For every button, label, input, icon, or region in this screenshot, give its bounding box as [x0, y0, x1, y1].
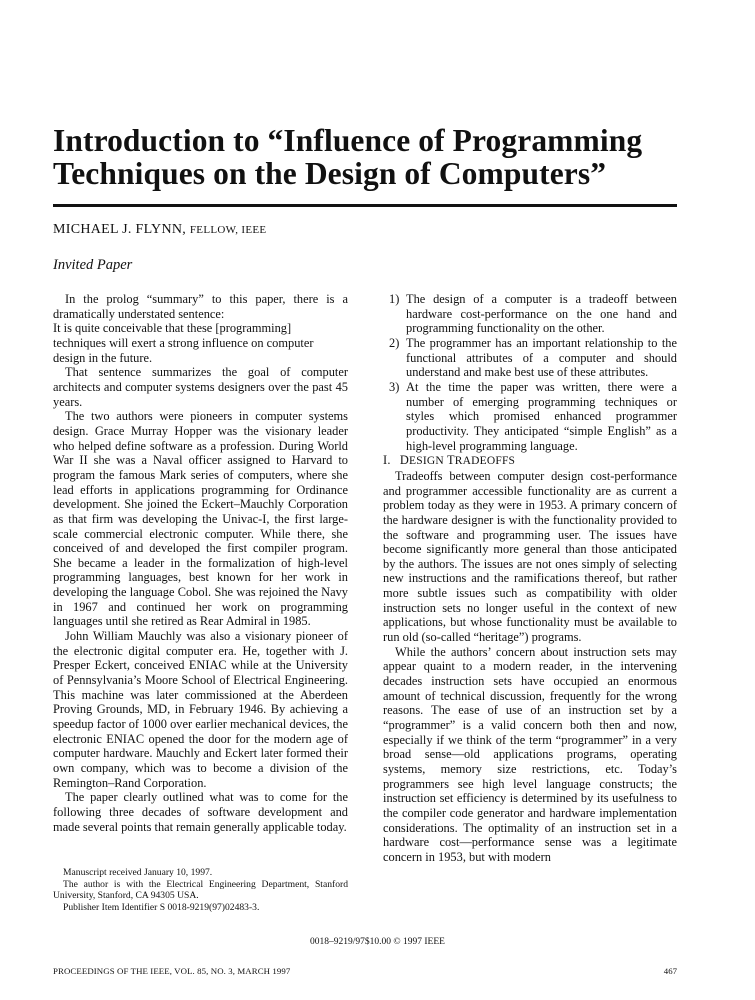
list-item-number: 1): [389, 292, 400, 306]
paragraph: Tradeoffs between computer design cost-performance and programmer accessible functionality are as current a problem today as they were in 1953. A primary concern of the hardware designer is with the functionality provided to the software and programming user. The issues have become significantly more general than those anticipated by the authors. The issues are not ones simply of selecting new instructions and the ramifications thereof, but rather more subtle issues such as compatibility with older instruction sets no longer useful in the context of new applications, but whose functionality must be available to run old (so-called “heritage”) programs.: [383, 468, 677, 645]
list-item-text: The programmer has an important relationship to the functional attributes of a computer and should understand and make best use of these attributes.: [406, 335, 677, 380]
list-item-text: At the time the paper was written, there were a number of emerging programming techniques or styles which promised enhanced programmer productivity. They anticipated “simple English” as a high-level programming language.: [406, 379, 677, 453]
paragraph: In the prolog “summary” to this paper, there is a dramatically understated sentence:: [53, 292, 348, 321]
paragraph: While the authors’ concern about instruction sets may appear quaint to a modern reader, in the intervening decades instruction sets have occupied an enormous amount of technical discussion, frequently for the wrong reasons. The ease of use of an instruction set by a “programmer” is a valid concern both then and now, especially if we think of the term “programmer” in a very broad sense—old applications programs, operating systems, memory size restrictions, etc. Today’s programmers see high level language constructs; the instruction set efficiency is determined by its usefulness to the compiler code generator and hardware implementation considerations. The optimality of an instruction set in a hardware cost—performance sense was a legitimate concern in 1953, but with modern: [383, 644, 677, 864]
footnote-received: Manuscript received January 10, 1997.: [63, 867, 213, 878]
title-line-2: Techniques on the Design of Computers”: [53, 156, 607, 191]
list-item: [383, 336, 677, 380]
author-line: [53, 222, 266, 238]
list-item-number: 3): [389, 379, 400, 394]
list-item-text: The design of a computer is a tradeoff between hardware cost-performance on the one hand and programming functionality on the other.: [406, 292, 677, 336]
page-number: 467: [663, 966, 677, 976]
author-title: FELLOW, IEEE: [189, 224, 267, 236]
block-quote: It is quite conceivable that these [programming] techniques will exert a strong influence on computer design in the future.: [53, 321, 314, 365]
section-title-initial: T: [446, 453, 455, 468]
paper-title: [53, 124, 693, 190]
section-number: I.: [383, 453, 391, 468]
paragraph: The two authors were pioneers in computer systems design. Grace Murray Hopper was the visionary leader who helped define software as a profession. During World War II she was a Naval officer assigned to Harvard to program the famous Mark series of computers, where she lead efforts in applications programming for Ordinance development. She joined the Eckert–Mauchly Corporation as that firm was developing the Univac-I, the first large-scale commercial electronic computer. While there, she conceived of and developed the first compiler program. She became a leader in the formalization of high-level programming languages, best known for her work in developing the language Cobol. She was rejoined the Navy in 1967 and continued her work on programming languages until she retired as Rear Admiral in 1985.: [53, 409, 348, 629]
numbered-list: [383, 292, 677, 453]
paragraph: That sentence summarizes the goal of computer architects and computer systems designers over the past 45 years.: [53, 365, 348, 409]
footnote-identifier: Publisher Item Identifier S 0018-9219(97)02483-3.: [63, 901, 260, 913]
section-title-part: RADEOFFS: [454, 455, 516, 468]
title-line-1: Introduction to “Influence of Programming: [53, 123, 643, 158]
right-column: [383, 292, 677, 865]
section-heading: [383, 453, 677, 469]
section-title-part: ESIGN: [409, 455, 447, 468]
title-rule-divider: [53, 204, 677, 207]
paper-type: Invited Paper: [53, 257, 133, 273]
footnotes: [53, 867, 348, 913]
list-item: [383, 292, 677, 336]
author-name: MICHAEL J. FLYNN,: [53, 222, 187, 237]
section-title-initial: D: [399, 453, 410, 468]
list-item-number: 2): [389, 335, 400, 350]
copyright-line: 0018–9219/97$10.00 © 1997 IEEE: [310, 937, 445, 947]
paragraph: John William Mauchly was also a visionary pioneer of the electronic digital computer era. He, together with J. Presper Eckert, conceived ENIAC while at the University of Pennsylvania’s Moore School of Electrical Engineering. This machine was later commissioned at the Aberdeen Proving Grounds, MD, in February 1946. By achieving a speedup factor of 1000 over earlier mechanical devices, the electronic ENIAC opened the door for the modern age of computer hardware. Mauchly and Eckert later formed their own company, which was to become a division of the Remington–Rand Corporation.: [53, 629, 348, 790]
list-item: [383, 380, 677, 453]
left-column: [53, 292, 348, 834]
footnote-affiliation: The author is with the Electrical Engineering Department, Stanford University, Stanford, CA 94305 USA.: [53, 878, 348, 901]
paragraph: The paper clearly outlined what was to come for the following three decades of software development and made several points that remain generally applicable today.: [53, 790, 348, 834]
journal-running-foot: PROCEEDINGS OF THE IEEE, VOL. 85, NO. 3, MARCH 1997: [53, 966, 291, 976]
